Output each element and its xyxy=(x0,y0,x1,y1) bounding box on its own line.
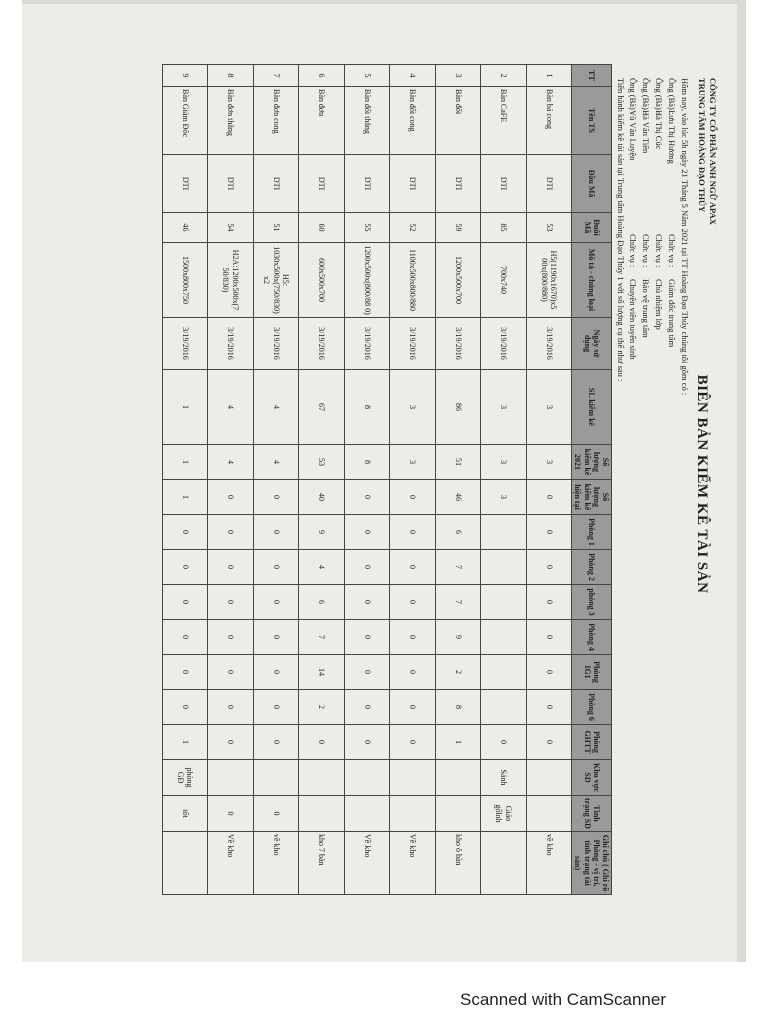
table-cell: 51 xyxy=(253,213,299,243)
column-header: Đuôi Mã xyxy=(572,213,612,243)
table-cell: 85 xyxy=(481,213,527,243)
table-cell: 9 xyxy=(435,620,481,655)
participant-role: Bảo vệ trung tâm xyxy=(641,279,651,338)
table-cell: 0 xyxy=(526,725,572,760)
table-cell xyxy=(526,760,572,796)
table-cell: 1500x800x750 xyxy=(162,243,208,318)
table-cell: 2 xyxy=(435,655,481,690)
column-header: Phòng 6 xyxy=(572,690,612,725)
table-cell: Bàn đơn xyxy=(299,87,345,155)
table-cell: 0 xyxy=(526,690,572,725)
column-header: SL kiểm kê xyxy=(572,370,612,445)
table-cell: 1 xyxy=(162,445,208,480)
table-cell: 0 xyxy=(208,515,254,550)
table-cell xyxy=(299,760,345,796)
table-row xyxy=(253,65,299,895)
column-header: Ghi chú ( Ghi rõ Phòng - vị trí, tình trạng tài sản) xyxy=(572,832,612,895)
participant-honorific: Ông (Bà) : xyxy=(667,78,677,115)
camscanner-watermark: Scanned with CamScanner xyxy=(460,990,667,1009)
table-cell: DTI xyxy=(435,155,481,213)
table-cell: 0 xyxy=(526,515,572,550)
table-cell: 3/19/2016 xyxy=(390,318,436,370)
table-cell: 46 xyxy=(162,213,208,243)
table-cell: 3 xyxy=(481,445,527,480)
table-cell: 2 xyxy=(481,65,527,87)
table-cell xyxy=(481,620,527,655)
column-header: Phòng IG1 xyxy=(572,655,612,690)
table-cell: 67 xyxy=(299,370,345,445)
participant-role-label: Chức vụ : xyxy=(654,234,664,268)
table-cell: tốt xyxy=(162,796,208,832)
intro-line: Hôm nay, vào lúc 5h ngày 21 Tháng 5 Năm 2021 tại TT Hoàng Đạo Thúy chúng tôi gồm có : xyxy=(680,78,690,396)
table-cell: Bàn đối cong xyxy=(390,87,436,155)
table-cell: 4 xyxy=(208,370,254,445)
table-cell: 0 xyxy=(208,655,254,690)
participant-role-label: Chức vụ : xyxy=(667,234,677,268)
column-header: TT xyxy=(572,65,612,87)
table-cell: 6 xyxy=(435,515,481,550)
table-cell: 0 xyxy=(208,480,254,515)
table-cell: 3 xyxy=(526,370,572,445)
table-cell: Bàn Giám Đốc xyxy=(162,87,208,155)
table-cell: 3/19/2016 xyxy=(344,318,390,370)
table-cell: 40 xyxy=(299,480,345,515)
table-cell: DTI xyxy=(344,155,390,213)
table-row xyxy=(435,65,481,895)
table-row xyxy=(299,65,345,895)
table-cell: 1200x500x(800/88 0) xyxy=(344,243,390,318)
participant-name: Vũ Văn Luyện xyxy=(628,110,638,161)
table-cell xyxy=(344,796,390,832)
table-cell: 0 xyxy=(526,620,572,655)
table-cell: 0 xyxy=(390,480,436,515)
table-cell: 0 xyxy=(162,655,208,690)
table-cell: 8 xyxy=(344,370,390,445)
table-cell: 3 xyxy=(390,370,436,445)
participant-role-label: Chức vụ : xyxy=(641,234,651,268)
column-header: Số lượng kiểm kê hiện tại xyxy=(572,480,612,515)
table-cell: 3 xyxy=(481,480,527,515)
table-cell: DTI xyxy=(526,155,572,213)
table-cell: kho 7 bàn xyxy=(299,832,345,895)
column-header: Số lượng kiểm kê 2021 xyxy=(572,445,612,480)
table-cell: Bàn đối xyxy=(435,87,481,155)
table-cell: 0 xyxy=(344,515,390,550)
table-cell xyxy=(344,760,390,796)
table-cell: 4 xyxy=(253,445,299,480)
table-cell: 46 xyxy=(435,480,481,515)
table-cell xyxy=(481,550,527,585)
table-cell: 14 xyxy=(299,655,345,690)
table-cell: 700x740 xyxy=(481,243,527,318)
table-row xyxy=(526,65,572,895)
table-cell: 86 xyxy=(435,370,481,445)
table-cell: 3 xyxy=(390,445,436,480)
table-cell: 8 xyxy=(344,445,390,480)
inventory-table xyxy=(162,64,612,895)
table-cell: kho ô bàn xyxy=(435,832,481,895)
table-cell: 0 xyxy=(390,655,436,690)
table-row xyxy=(390,65,436,895)
table-cell: Bàn bá cong xyxy=(526,87,572,155)
table-cell: 53 xyxy=(299,445,345,480)
table-cell: 0 xyxy=(526,655,572,690)
column-header: Tên TS xyxy=(572,87,612,155)
table-cell xyxy=(481,655,527,690)
table-cell: 55 xyxy=(344,213,390,243)
table-cell: 1 xyxy=(162,370,208,445)
table-cell: 0 xyxy=(208,725,254,760)
table-cell: H2A:1200x500x(7 50/830) xyxy=(208,243,254,318)
table-cell: 60 xyxy=(299,213,345,243)
table-cell: 0 xyxy=(253,480,299,515)
table-cell: H5: 1030x500x(750/830) x2 xyxy=(253,243,299,318)
participant-name: Hà Văn Tiến xyxy=(641,110,651,154)
table-cell: DTI xyxy=(208,155,254,213)
scanned-page-photo xyxy=(22,0,746,962)
participant-name: Hà Thị Cúc xyxy=(654,110,664,150)
table-cell xyxy=(253,760,299,796)
table-cell: 0 xyxy=(253,655,299,690)
column-header: Mô tả - chủng loại xyxy=(572,243,612,318)
column-header: Đầu Mã xyxy=(572,155,612,213)
table-cell: về kho xyxy=(526,832,572,895)
table-cell: 3 xyxy=(481,370,527,445)
table-cell: 4 xyxy=(390,65,436,87)
table-cell: 0 xyxy=(162,550,208,585)
participant-role: Chủ nhiệm lớp xyxy=(654,279,664,330)
table-cell: 0 xyxy=(162,515,208,550)
table-cell: 0 xyxy=(390,690,436,725)
column-header: Phòng 1 xyxy=(572,515,612,550)
column-header: Phòng GHTT xyxy=(572,725,612,760)
table-cell: 0 xyxy=(253,515,299,550)
table-cell xyxy=(481,585,527,620)
table-cell: 1 xyxy=(162,480,208,515)
table-cell: 3 xyxy=(526,445,572,480)
table-cell: 1 xyxy=(526,65,572,87)
table-cell xyxy=(481,832,527,895)
table-cell xyxy=(208,760,254,796)
table-cell: Bàn đơn thẳng xyxy=(208,87,254,155)
column-header: phòng 3 xyxy=(572,585,612,620)
table-cell: 0 xyxy=(390,550,436,585)
table-cell: 0 xyxy=(526,550,572,585)
table-cell: 1 xyxy=(435,725,481,760)
table-cell: 3/19/2016 xyxy=(526,318,572,370)
participant-honorific: Ông (Bà) : xyxy=(654,78,664,115)
table-cell: 9 xyxy=(299,515,345,550)
table-cell xyxy=(299,796,345,832)
table-header-row xyxy=(572,65,612,895)
table-row xyxy=(208,65,254,895)
table-cell: 0 xyxy=(526,585,572,620)
table-cell: 2 xyxy=(299,690,345,725)
table-cell: DTI xyxy=(253,155,299,213)
closing-line: Tiến hành kiểm kê tài sản tại Trung tâm Hoàng Đạo Thúy 1 với số lượng cụ thể như sau : xyxy=(616,78,626,382)
table-cell: 0 xyxy=(208,585,254,620)
table-cell: 0 xyxy=(253,796,299,832)
table-cell: 0 xyxy=(390,515,436,550)
table-cell: 0 xyxy=(253,585,299,620)
table-cell: 0 xyxy=(481,725,527,760)
table-cell: Sảnh xyxy=(481,760,527,796)
table-cell: 0 xyxy=(390,725,436,760)
participant-name: Lưu Thị Hương xyxy=(667,110,677,164)
column-header: Ngày sử dụng xyxy=(572,318,612,370)
table-cell: 7 xyxy=(435,585,481,620)
column-header: Phòng 2 xyxy=(572,550,612,585)
table-cell: 0 xyxy=(208,550,254,585)
table-cell: 5 xyxy=(344,65,390,87)
table-cell: DTI xyxy=(390,155,436,213)
table-cell: 3/19/2016 xyxy=(253,318,299,370)
company-name: CÔNG TY CỔ PHẦN ANH NGỮ APAX xyxy=(708,78,718,225)
table-cell: 3 xyxy=(435,65,481,87)
table-cell: 600x500x700 xyxy=(299,243,345,318)
center-name: TRUNG TÂM HOÀNG ĐẠO THÚY xyxy=(697,78,707,213)
table-cell: DTI xyxy=(299,155,345,213)
table-cell xyxy=(481,515,527,550)
table-cell: 0 xyxy=(253,550,299,585)
table-cell: 0 xyxy=(344,585,390,620)
table-cell: 4 xyxy=(299,550,345,585)
table-cell: 8 xyxy=(435,690,481,725)
table-cell: 0 xyxy=(162,585,208,620)
table-cell: 3/19/2016 xyxy=(435,318,481,370)
table-cell: Bàn đối thẳng xyxy=(344,87,390,155)
column-header: Phòng 4 xyxy=(572,620,612,655)
table-cell: Về kho xyxy=(208,832,254,895)
table-cell: 0 xyxy=(390,585,436,620)
table-cell: 51 xyxy=(435,445,481,480)
participant-role: Giám đốc trung tâm xyxy=(667,279,677,348)
table-cell: 0 xyxy=(208,796,254,832)
participant-honorific: Ông (Bà) : xyxy=(628,78,638,115)
table-cell: 8 xyxy=(208,65,254,87)
table-cell: 1 xyxy=(162,725,208,760)
table-cell: 6 xyxy=(299,585,345,620)
column-header: Tình trạng SD xyxy=(572,796,612,832)
table-cell: 0 xyxy=(390,620,436,655)
table-cell: 4 xyxy=(208,445,254,480)
table-cell xyxy=(390,796,436,832)
table-cell: 54 xyxy=(208,213,254,243)
table-cell: 0 xyxy=(299,725,345,760)
column-header: Kho vực SD xyxy=(572,760,612,796)
document-title: BIÊN BẢN KIỂM KÊ TÀI SẢN xyxy=(694,374,710,594)
table-cell: 0 xyxy=(344,620,390,655)
inventory-document xyxy=(22,4,737,962)
table-cell xyxy=(162,832,208,895)
table-cell: 0 xyxy=(344,725,390,760)
table-cell: Về kho xyxy=(344,832,390,895)
table-cell: 0 xyxy=(344,655,390,690)
table-cell: 1200x500x700 xyxy=(435,243,481,318)
table-cell: 7 xyxy=(435,550,481,585)
table-cell: 0 xyxy=(253,725,299,760)
table-cell xyxy=(526,796,572,832)
table-cell: 0 xyxy=(253,620,299,655)
table-row xyxy=(344,65,390,895)
table-cell: Về kho xyxy=(390,832,436,895)
table-cell: 6 xyxy=(299,65,345,87)
table-cell: 52 xyxy=(390,213,436,243)
table-cell: 0 xyxy=(162,620,208,655)
table-cell: 0 xyxy=(526,480,572,515)
table-cell: 0 xyxy=(344,550,390,585)
table-cell xyxy=(481,690,527,725)
table-cell: 3/19/2016 xyxy=(299,318,345,370)
table-cell: 0 xyxy=(253,690,299,725)
table-cell: 3/19/2016 xyxy=(208,318,254,370)
table-cell: 7 xyxy=(253,65,299,87)
table-cell: 0 xyxy=(162,690,208,725)
table-cell: Bàn CaFE xyxy=(481,87,527,155)
table-cell: Bàn đơn cong xyxy=(253,87,299,155)
table-row xyxy=(162,65,208,895)
table-cell: 53 xyxy=(526,213,572,243)
table-cell: 1100x500x800/880 xyxy=(390,243,436,318)
table-cell: 59 xyxy=(435,213,481,243)
participant-role-label: Chức vụ : xyxy=(628,234,638,268)
table-cell: H5(1190x1670)x5 00x(800/880) xyxy=(526,243,572,318)
participant-honorific: Ông (Bà) : xyxy=(641,78,651,115)
table-cell: DTI xyxy=(162,155,208,213)
table-row xyxy=(481,65,527,895)
table-cell: 3/19/2016 xyxy=(162,318,208,370)
table-cell: về kho xyxy=(253,832,299,895)
table-cell: 3/19/2016 xyxy=(481,318,527,370)
table-cell xyxy=(435,760,481,796)
table-cell: DTI xyxy=(481,155,527,213)
table-cell: 0 xyxy=(344,690,390,725)
table-cell: 9 xyxy=(162,65,208,87)
table-cell: 7 xyxy=(299,620,345,655)
table-cell: 4 xyxy=(253,370,299,445)
table-cell: 0 xyxy=(208,690,254,725)
table-cell: 0 xyxy=(208,620,254,655)
participant-role: Chuyên viên tuyển sinh xyxy=(628,279,638,360)
table-cell xyxy=(435,796,481,832)
table-cell xyxy=(390,760,436,796)
table-cell: 0 xyxy=(344,480,390,515)
table-cell: phòng GĐ xyxy=(162,760,208,796)
table-cell: Giáo gốlnh xyxy=(481,796,527,832)
